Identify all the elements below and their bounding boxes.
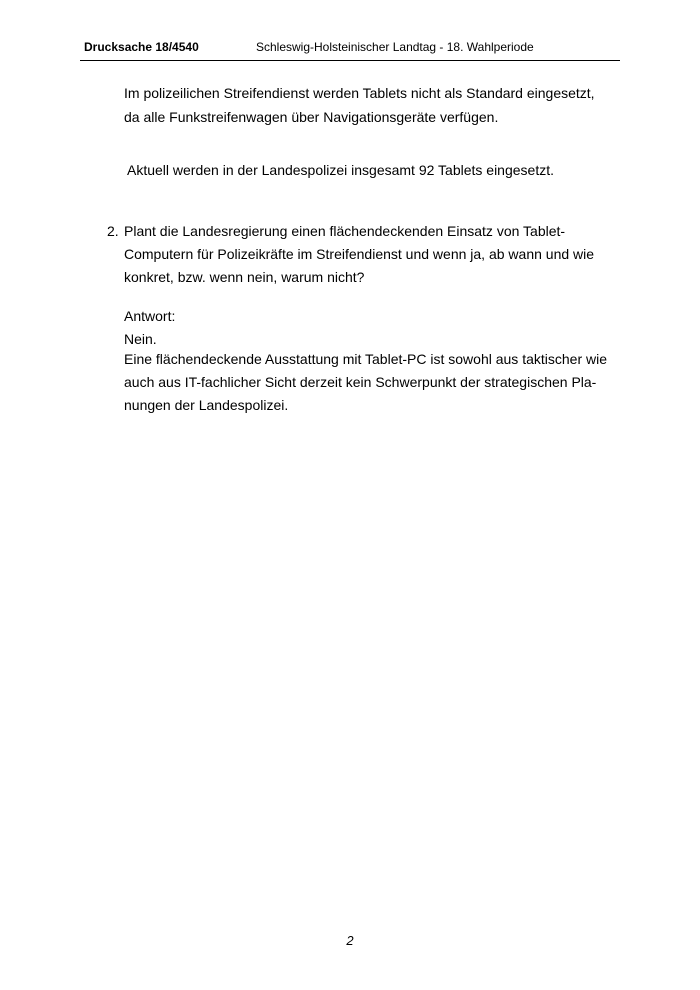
question-line: Plant die Landesregierung einen flächendeckenden Einsatz von Tablet-	[124, 223, 566, 239]
page-number: 2	[346, 933, 354, 948]
question-line: Computern für Polizeikräfte im Streifendienst und wenn ja, ab wann und wie	[124, 246, 595, 262]
paragraph-line: Aktuell werden in der Landespolizei insgesamt 92 Tablets eingesetzt.	[127, 162, 554, 178]
header-title: Schleswig-Holsteinischer Landtag - 18. Wahlperiode	[256, 40, 534, 54]
document-number: Drucksache 18/4540	[84, 40, 199, 54]
answer-line: Eine flächendeckende Ausstattung mit Tablet-PC ist sowohl aus taktischer wie	[124, 351, 607, 367]
page-header	[80, 38, 620, 61]
question-number: 2.	[107, 223, 119, 239]
paragraph-line: da alle Funkstreifenwagen über Navigationsgeräte verfügen.	[124, 109, 499, 125]
answer-line: auch aus IT-fachlicher Sicht derzeit kein Schwerpunkt der strategischen Pla-	[124, 374, 597, 390]
answer-short: Nein.	[124, 331, 157, 347]
question-line: konkret, bzw. wenn nein, warum nicht?	[124, 269, 365, 285]
paragraph-line: Im polizeilichen Streifendienst werden Tablets nicht als Standard eingesetzt,	[124, 85, 595, 101]
answer-label: Antwort:	[124, 308, 176, 324]
answer-line: nungen der Landespolizei.	[124, 397, 289, 413]
